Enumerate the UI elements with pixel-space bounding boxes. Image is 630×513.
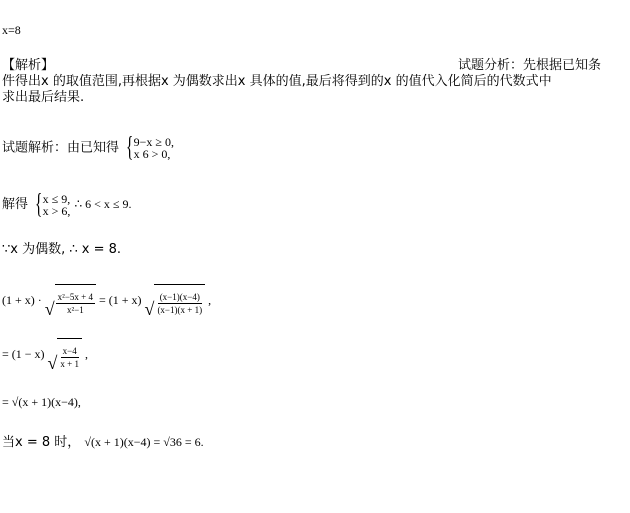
expr-lhs: (1 + x) ·: [2, 293, 42, 307]
analysis-line: 求出最后结果.: [2, 90, 85, 105]
solve-line: [2, 190, 132, 219]
fraction-denominator: x²−1: [66, 305, 84, 315]
system-row: x 6 > 0,: [133, 147, 171, 161]
expr-tail: ,: [208, 293, 212, 307]
expression-line: [2, 284, 211, 318]
inequality-system: [123, 134, 174, 162]
fraction-denominator: (x−1)(x + 1): [157, 305, 203, 315]
radical: [145, 284, 206, 318]
system-row: x > 6,: [42, 203, 71, 218]
radical-sign: √: [144, 299, 155, 320]
step3-line: = √(x + 1)(x−4),: [2, 395, 81, 409]
section-label: 【解析】: [2, 58, 55, 73]
final-prefix: 当x = 8 时，: [2, 435, 81, 450]
analysis-line: 件得出x 的取值范围,再根据x 为偶数求出x 具体的值,最后将得到的x 的值代入化简后的代数式中: [2, 74, 552, 89]
radical: [45, 284, 96, 318]
step2-line: [2, 338, 88, 372]
step2-lhs: = (1 − x): [2, 347, 45, 361]
fraction: [56, 291, 95, 316]
system-row: x ≤ 9,: [42, 191, 71, 206]
solution-prefix: 试题解析：由已知得: [2, 140, 120, 156]
step2-tail: ,: [85, 347, 88, 361]
analysis-prefix: 试题分析：先根据已知条: [458, 58, 602, 73]
expr-mid: = (1 + x): [99, 293, 142, 307]
final-line: [2, 434, 204, 451]
inequality-system: [32, 188, 71, 220]
fraction-numerator: x−4: [62, 346, 77, 356]
radical-sign: √: [44, 299, 55, 320]
fraction-numerator: x²−5x + 4: [57, 292, 94, 302]
fraction-denominator: x + 1: [60, 359, 79, 369]
fraction: [58, 345, 81, 370]
fraction: [155, 291, 204, 316]
answer-text: x=8: [2, 23, 21, 37]
final-expression: √(x + 1)(x−4) = √36 = 6.: [84, 435, 204, 449]
system-row: 9−x ≥ 0,: [133, 135, 174, 149]
solve-prefix: 解得: [2, 197, 29, 212]
solution-line: [2, 134, 174, 163]
brace-glyph: {: [126, 132, 134, 163]
radical: [48, 338, 82, 372]
fraction-numerator: (x−1)(x−4): [159, 292, 200, 302]
solve-result: ∴ 6 < x ≤ 9.: [74, 197, 132, 211]
parity-line: ∵x 为偶数, ∴ x = 8.: [2, 242, 122, 257]
radical-sign: √: [47, 353, 58, 374]
brace-glyph: {: [35, 188, 43, 220]
